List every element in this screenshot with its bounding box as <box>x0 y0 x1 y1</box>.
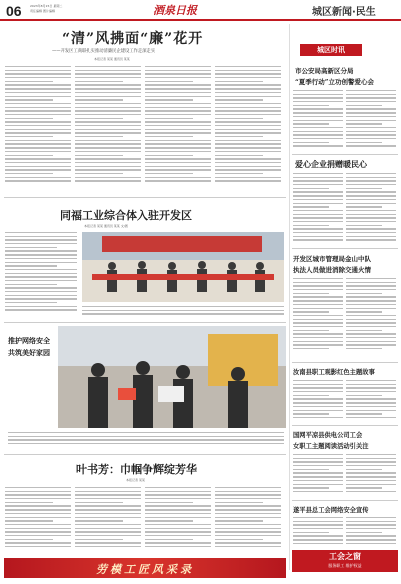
union-window-label: 工会之窗 <box>329 552 361 561</box>
bottom-column-1 <box>5 487 71 550</box>
lead-column-4 <box>215 66 281 184</box>
photo-feature-rule <box>4 322 286 323</box>
side-title-4: 汝南县职工观影红色主题故事 <box>293 369 375 376</box>
side-text-3a <box>293 278 343 352</box>
lead-column-2 <box>75 66 141 184</box>
middle-byline: 本报记者 某某 通讯员 某某 文/图 <box>84 224 128 228</box>
middle-top-rule <box>4 197 286 198</box>
bottom-column-3 <box>145 487 211 550</box>
section-title: 城区新闻·民生 <box>312 7 376 18</box>
column-divider <box>289 24 290 570</box>
side-text-2a <box>293 173 343 243</box>
side-text-5b <box>346 454 396 495</box>
middle-text <box>5 232 77 313</box>
lead-subtitle: ——开发区工商联扎实推动清廉民企建设工作走深走实 <box>52 49 156 54</box>
middle-title: 同福工业综合体入驻开发区 <box>60 209 192 222</box>
side-title-5: 国网平凉县供电公司工会 <box>293 432 363 439</box>
side-divider-2 <box>292 248 398 249</box>
ceremony-photo <box>82 232 284 302</box>
side-text-1a <box>293 90 343 149</box>
side-text-5a <box>293 454 343 495</box>
side-subtitle-3: 执法人员做进消除交通火情 <box>293 266 371 274</box>
photo-caption-subtitle: 共筑美好家园 <box>8 348 50 357</box>
side-text-4a <box>293 380 343 421</box>
side-subtitle-1: “夏季行动”立功创警爱心会 <box>295 78 374 86</box>
date-line: 2023年8月15日 星期二 <box>30 4 63 8</box>
model-worker-banner-label: 劳模工匠风采录 <box>96 563 194 576</box>
side-title-2: 爱心企业捐赠暖民心 <box>295 159 367 169</box>
header-rule <box>0 19 401 21</box>
side-divider-1 <box>292 154 398 155</box>
photo-caption-text <box>8 432 284 447</box>
union-window-sub: 服务职工 维护权益 <box>328 563 362 568</box>
edition-line: 责任编辑 图片编辑 <box>30 9 55 13</box>
bottom-byline: 本报记者 某某 <box>126 478 145 482</box>
section-badge: 城区时讯 <box>300 44 362 56</box>
bottom-column-2 <box>75 487 141 550</box>
side-title-1: 市公安局高新区分局 <box>295 67 354 75</box>
middle-caption-text <box>82 306 284 317</box>
bottom-title: 叶书芳：巾帼争辉绽芳华 <box>76 463 197 476</box>
side-text-2b <box>346 173 396 243</box>
side-title-6: 遂平县总工会网络安全宣传 <box>293 507 369 514</box>
lead-title: “清”风拂面“廉”花开 <box>62 31 204 47</box>
side-divider-5 <box>292 500 398 501</box>
network-security-photo <box>58 326 286 428</box>
network-security-photo-drawing <box>58 326 286 428</box>
paper-name: 酒泉日报 <box>153 4 197 17</box>
ceremony-photo-drawing <box>82 232 284 302</box>
lead-byline: 本报记者 某某 通讯员 某某 <box>94 57 130 61</box>
lead-column-1 <box>5 66 71 184</box>
side-text-4b <box>346 380 396 421</box>
side-text-3b <box>346 278 396 352</box>
side-text-1b <box>346 90 396 149</box>
page-number: 06 <box>6 3 22 19</box>
bottom-story-rule <box>4 454 286 455</box>
side-divider-3 <box>292 362 398 363</box>
side-divider-4 <box>292 425 398 426</box>
side-text-6b <box>346 517 396 547</box>
side-subtitle-5: 女职工主题阅读活动引关注 <box>293 443 369 450</box>
side-title-3: 开发区城市管理局金山中队 <box>293 255 371 263</box>
lead-column-3 <box>145 66 211 184</box>
bottom-column-4 <box>215 487 281 550</box>
photo-caption-title: 推护网络安全 <box>8 336 50 345</box>
side-text-6a <box>293 517 343 547</box>
